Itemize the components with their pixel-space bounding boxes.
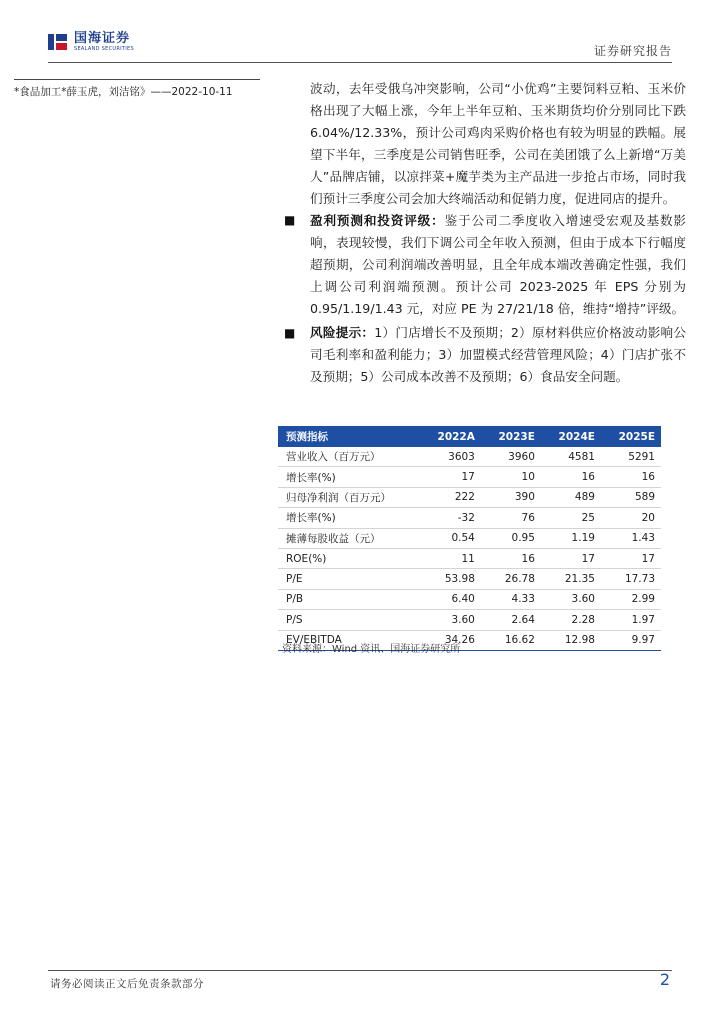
bullet-square-icon: ■	[284, 326, 296, 340]
header-divider	[48, 62, 672, 63]
reference-divider	[14, 79, 260, 80]
table-cell: 17	[601, 548, 661, 568]
table-cell: 12.98	[541, 630, 601, 650]
table-cell: 3960	[481, 447, 541, 467]
table-cell: 10	[481, 467, 541, 487]
table-cell: 16.62	[481, 630, 541, 650]
paragraph-body: 1）门店增长不及预期；2）原材料供应价格波动影响公司毛利率和盈利能力；3）加盟模式经营管理风险；4）门店扩张不及预期；5）公司成本改善不及预期；6）食品安全问题。	[310, 325, 686, 384]
table-header-cell: 2024E	[558, 430, 595, 443]
table-row-label: 增长率(%)	[278, 467, 420, 487]
table-cell: 16	[601, 467, 661, 487]
table-cell: 3.60	[420, 610, 481, 630]
forecast-table-container	[278, 426, 661, 651]
table-cell: -32	[420, 508, 481, 528]
table-cell: 489	[541, 487, 601, 507]
table-row-label: 摊薄每股收益（元）	[278, 528, 420, 548]
table-row-label: 归母净利润（百万元）	[278, 487, 420, 507]
table-row-label: 营业收入（百万元）	[278, 447, 420, 467]
table-cell: 11	[420, 548, 481, 568]
table-cell: 9.97	[601, 630, 661, 650]
table-cell: 390	[481, 487, 541, 507]
table-cell: 1.97	[601, 610, 661, 630]
table-row	[278, 487, 661, 507]
table-row	[278, 447, 661, 467]
table-cell: 25	[541, 508, 601, 528]
table-cell: 1.43	[601, 528, 661, 548]
paragraph-risk-warning	[310, 322, 686, 388]
footer-disclaimer: 请务必阅读正文后免责条款部分	[50, 978, 204, 990]
company-logo	[48, 32, 134, 52]
table-cell: 589	[601, 487, 661, 507]
paragraph-body: 鉴于公司二季度收入增速受宏观及基数影响，表现较慢，我们下调公司全年收入预测，但由于成本下行幅度超预期，公司利润端改善明显，且全年成本端改善确定性强，我们上调公司利润端预测。预计公司 2023-2025 年 EPS 分别为 0.95/1.19/1.43 元，对应 PE 为 27/21/18 倍，维持“增持”评级。	[310, 213, 687, 316]
paragraph-earnings-forecast	[310, 210, 686, 320]
table-cell: 3.60	[541, 589, 601, 609]
table-cell: 21.35	[541, 569, 601, 589]
related-report-reference: *食品加工*薛玉虎，刘洁铭》——2022-10-11	[14, 86, 233, 98]
table-row	[278, 508, 661, 528]
table-row-label: P/E	[278, 569, 420, 589]
paragraph-lead: 盈利预测和投资评级：	[310, 213, 445, 228]
table-cell: 26.78	[481, 569, 541, 589]
table-row	[278, 548, 661, 568]
table-cell: 17	[420, 467, 481, 487]
table-cell: 0.95	[481, 528, 541, 548]
table-source-note: 资料来源：Wind 资讯、国海证券研究所	[282, 644, 461, 655]
table-cell: 0.54	[420, 528, 481, 548]
table-cell: 2.64	[481, 610, 541, 630]
table-cell: 34.26	[420, 630, 481, 650]
table-row-label: EV/EBITDA	[278, 630, 420, 650]
table-row	[278, 528, 661, 548]
table-cell: 17.73	[601, 569, 661, 589]
table-row	[278, 467, 661, 487]
table-row	[278, 589, 661, 609]
table-cell: 2.28	[541, 610, 601, 630]
table-row-label: P/B	[278, 589, 420, 609]
forecast-table	[278, 426, 661, 651]
table-row	[278, 610, 661, 630]
table-row-label: 增长率(%)	[278, 508, 420, 528]
report-type-label: 证券研究报告	[593, 44, 672, 58]
table-row-label: ROE(%)	[278, 548, 420, 568]
table-cell: 3603	[420, 447, 481, 467]
bullet-square-icon: ■	[284, 213, 296, 227]
table-cell: 20	[601, 508, 661, 528]
table-body	[278, 447, 661, 650]
table-header-cell: 2025E	[618, 430, 655, 443]
paragraph-lead: 风险提示：	[310, 325, 375, 340]
logo-name-cn: 国海证券	[74, 31, 131, 46]
table-header-cell: 2023E	[498, 430, 535, 443]
table-cell: 16	[541, 467, 601, 487]
logo-mark-icon	[48, 33, 68, 51]
table-header-cell: 预测指标	[286, 431, 328, 443]
table-cell: 1.19	[541, 528, 601, 548]
table-cell: 5291	[601, 447, 661, 467]
page-number: 2	[659, 970, 670, 989]
table-cell: 222	[420, 487, 481, 507]
paragraph-cost-outlook: 波动，去年受俄乌冲突影响，公司“小优鸡”主要饲料豆粕、玉米价格出现了大幅上涨，今年上半年豆粕、玉米期货均价分别同比下跌6.04%/12.33%，预计公司鸡肉采购价格也有较为明显的跌幅。展望下半年，三季度是公司销售旺季，公司在美团饿了么上新增“万美人”品牌店铺，以凉拌菜+魔芋类为主产品进一步抢占市场，同时我们预计三季度公司会加大终端活动和促销力度，促进同店的提升。	[310, 81, 686, 206]
table-cell: 76	[481, 508, 541, 528]
table-cell: 16	[481, 548, 541, 568]
table-cell: 6.40	[420, 589, 481, 609]
table-header-cell: 2022A	[437, 430, 475, 443]
table-cell: 2.99	[601, 589, 661, 609]
table-header-row	[278, 426, 661, 447]
table-cell: 53.98	[420, 569, 481, 589]
logo-name-en: SEALAND SECURITIES	[74, 46, 134, 52]
table-cell: 17	[541, 548, 601, 568]
table-cell: 4.33	[481, 589, 541, 609]
table-cell: 4581	[541, 447, 601, 467]
table-row-label: P/S	[278, 610, 420, 630]
footer-divider	[48, 970, 672, 971]
table-row	[278, 569, 661, 589]
